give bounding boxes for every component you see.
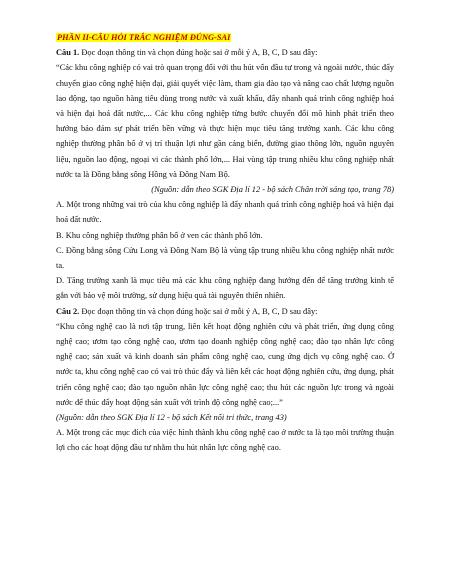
question-2-option-a: A. Một trong các mục đích của việc hình thành khu công nghệ cao ở nước ta là tạo môi trường thuận lợi cho các hoạt động đầu tư nhằm thu hút nhân lực công nghệ cao. <box>56 428 394 453</box>
question-1-label: Câu 1. <box>56 48 80 58</box>
question-1-instruction <box>56 45 394 60</box>
question-1-option-b: B. Khu công nghiệp thường phân bố ở ven các thành phố lớn. <box>56 230 263 240</box>
document-page <box>56 30 394 456</box>
section-heading <box>56 30 394 45</box>
question-2-instruction <box>56 304 394 319</box>
question-1-instruction-text: Đọc đoạn thông tin và chọn đúng hoặc sai ở mỗi ý A, B, C, D sau đây: <box>81 48 318 58</box>
question-1-source: (Nguồn: dẫn theo SGK Địa lí 12 - bộ sách Chân trời sáng tạo, trang 78) <box>151 185 394 195</box>
section-heading-text: PHẦN II-CÂU HỎI TRẮC NGHIỆM ĐÚNG-SAI <box>57 33 231 42</box>
question-2-label: Câu 2. <box>56 306 80 316</box>
question-1-passage: “Các khu công nghiệp có vai trò quan trọng đối với thu hút vốn đầu tư trong và ngoài nước, thúc đẩy chuyển giao công nghệ hiện đại, giải quyết việc làm, tham gia đào tạo và nâng cao chất lượng nguồn lao động, tạo nguồn hàng tiêu dùng trong nước và xuất khẩu, đẩy nhanh quá trình công nghiệp hoá và hiện đại hoá đất nước,... Các khu công nghiệp từng bước chuyển đổi mô hình phát triển theo hướng bảo đảm sự phát triển bền vững và thực hiện mục tiêu tăng trưởng xanh. Các khu công nghiệp thường phân bố ở vị trí thuận lợi như gần cảng biển, đường giao thông lớn, nguồn nguyên liệu, nguồn lao động, ngoại vi các thành phố lớn,... Hai vùng tập trung nhiều khu công nghiệp nhất nước ta là Đồng bằng sông Hồng và Đông Nam Bộ. <box>56 63 394 179</box>
question-1-option-c: C. Đồng bằng sông Cửu Long và Đông Nam Bộ là vùng tập trung nhiều khu công nghiệp nhất nước ta. <box>56 245 394 271</box>
question-1-option-a: A. Một trong những vai trò của khu công nghiệp là đẩy nhanh quá trình công nghiệp hoá và hiện đại hoá đất nước. <box>56 200 394 225</box>
question-1-option-d: D. Tăng trưởng xanh là mục tiêu mà các khu công nghiệp đang hướng đến để tăng trưởng kinh tế gắn với bảo vệ môi trường, sử dụng hiệu quả tài nguyên thiên nhiên. <box>56 276 394 301</box>
question-2-passage: “Khu công nghệ cao là nơi tập trung, liên kết hoạt động nghiên cứu và phát triển, ứng dụng công nghệ cao; ươm tạo công nghệ cao, ươm tạo doanh nghiệp công nghệ cao; đào tạo nhân lực công nghệ cao; sản xuất và kinh doanh sản phẩm công nghệ cao, cung ứng dịch vụ công nghệ cao. Ở nước ta, khu công nghệ cao có vai trò thúc đẩy và liên kết các hoạt động nghiên cứu, ứng dụng, phát triển công nghệ cao; đào tạo nguồn nhân lực công nghệ cao; thu hút các nguồn lực trong và ngoài nước để thúc đẩy hoạt động sản xuất với trình độ công nghệ cao;...” <box>56 321 394 407</box>
question-2-instruction-text: Đọc đoạn thông tin và chọn đúng hoặc sai ở mỗi ý A, B, C, D sau đây: <box>81 306 318 316</box>
question-2-source: (Nguồn: dẫn theo SGK Địa lí 12 - bộ sách Kết nối tri thức, trang 43) <box>56 413 287 423</box>
